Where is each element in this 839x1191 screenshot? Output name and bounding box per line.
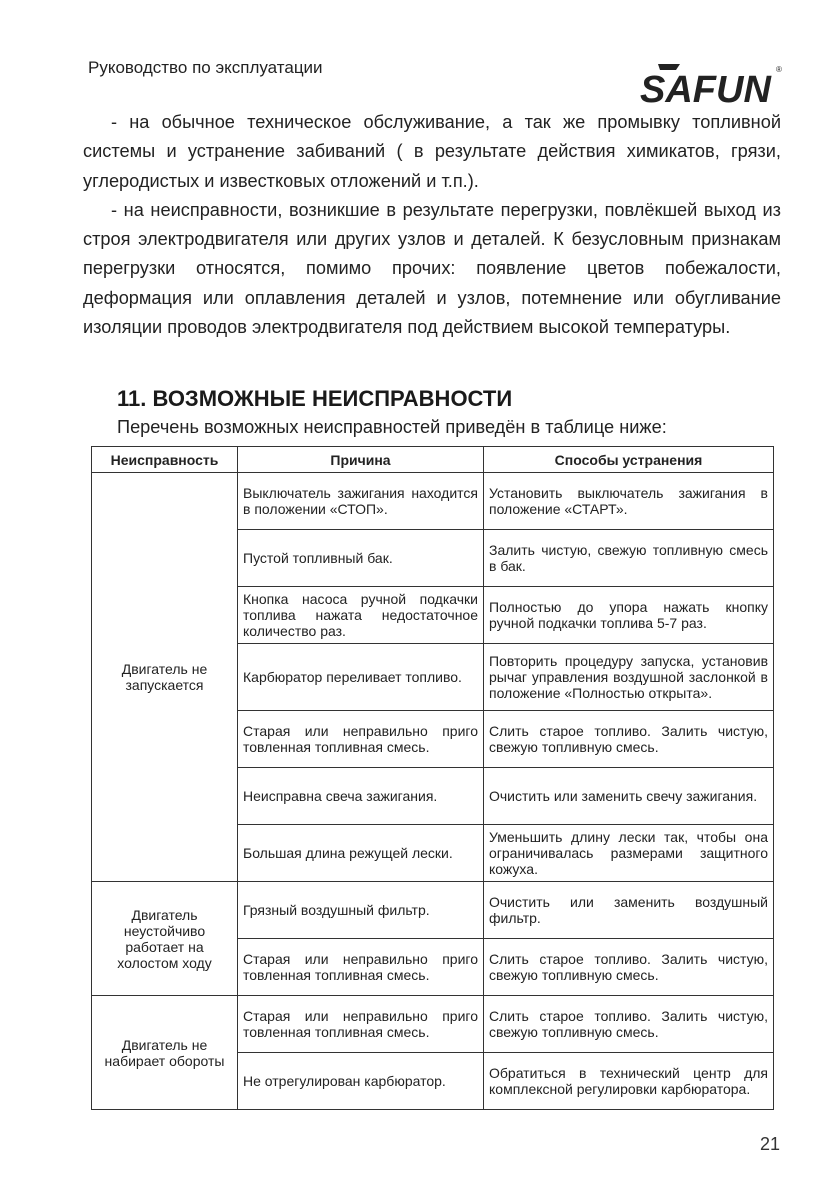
section-title: 11. ВОЗМОЖНЫЕ НЕИСПРАВНОСТИ	[117, 386, 513, 411]
column-header: Причина	[238, 447, 484, 473]
fix-cell: Слить старое топливо. Залить чистую, свежую топливную смесь.	[484, 711, 774, 768]
logo-text: SAFUN	[640, 69, 771, 110]
cause-cell: Неисправна свеча зажигания.	[238, 768, 484, 825]
problem-cell: Двигатель не набирает обороты	[92, 996, 238, 1110]
cause-cell: Старая или неправильно приго товленная топливная смесь.	[238, 711, 484, 768]
table-row	[92, 882, 774, 939]
faults-table	[91, 446, 774, 1110]
cause-cell: Старая или неправильно приго товленная топливная смесь.	[238, 939, 484, 996]
table-row	[92, 473, 774, 530]
fix-cell: Залить чистую, свежую топливную смесь в бак.	[484, 530, 774, 587]
cause-cell: Грязный воздушный фильтр.	[238, 882, 484, 939]
table-header-row	[92, 447, 774, 473]
paragraph: - на неисправности, возникшие в результате перегрузки, повлёкшей выход из строя электродвигателя или других узлов и деталей. К безусловным признакам перегрузки относятся, помимо прочих: появление цветов побежалости, деформация или оплавления деталей и узлов, потемнение или обугливание изоляции проводов электродвигателя под действием высокой температуры.	[83, 199, 781, 338]
fix-cell: Полностью до упора нажать кнопку ручной подкачки топлива 5-7 раз.	[484, 587, 774, 644]
table-row	[92, 996, 774, 1053]
section-intro: Перечень возможных неисправностей приведён в таблице ниже:	[117, 417, 667, 437]
cause-cell: Пустой топливный бак.	[238, 530, 484, 587]
body-text	[83, 108, 781, 342]
fix-cell: Слить старое топливо. Залить чистую, свежую топливную смесь.	[484, 939, 774, 996]
cause-cell: Выключатель зажигания находится в положении «СТОП».	[238, 473, 484, 530]
fix-cell: Уменьшить длину лески так, чтобы она ограничивалась размерами защитного кожуха.	[484, 825, 774, 882]
fix-cell: Установить выключатель зажигания в положение «СТАРТ».	[484, 473, 774, 530]
fix-cell: Очистить или заменить свечу зажигания.	[484, 768, 774, 825]
cause-cell: Большая длина режущей лески.	[238, 825, 484, 882]
fix-cell: Очистить или заменить воздушный фильтр.	[484, 882, 774, 939]
cause-cell: Кнопка насоса ручной подкачки топлива нажата недостаточное количество раз.	[238, 587, 484, 644]
fix-cell: Повторить процедуру запуска, установив рычаг управления воздушной заслонкой в положение «Полностью открыта».	[484, 644, 774, 711]
cause-cell: Не отрегулирован карбюратор.	[238, 1053, 484, 1110]
cause-cell: Карбюратор переливает топливо.	[238, 644, 484, 711]
column-header: Неисправность	[92, 447, 238, 473]
page-number: 21	[760, 1134, 781, 1154]
fix-cell: Слить старое топливо. Залить чистую, свежую топливную смесь.	[484, 996, 774, 1053]
logo-registered: ®	[776, 65, 782, 74]
safun-logo	[636, 60, 786, 110]
fix-cell: Обратиться в технический центр для комплексной регулировки карбюратора.	[484, 1053, 774, 1110]
paragraph: - на обычное техническое обслуживание, а так же промывку топливной системы и устранение забиваний ( в результате действия химикатов, грязи, углеродистых и известковых отложений и т.п.).	[83, 112, 781, 191]
problem-cell: Двигатель не запускается	[92, 473, 238, 882]
header-title: Руководство по эксплуатации	[88, 58, 323, 77]
problem-cell: Двигатель неустойчиво работает на холостом ходу	[92, 882, 238, 996]
column-header: Способы устранения	[484, 447, 774, 473]
cause-cell: Старая или неправильно приго товленная топливная смесь.	[238, 996, 484, 1053]
